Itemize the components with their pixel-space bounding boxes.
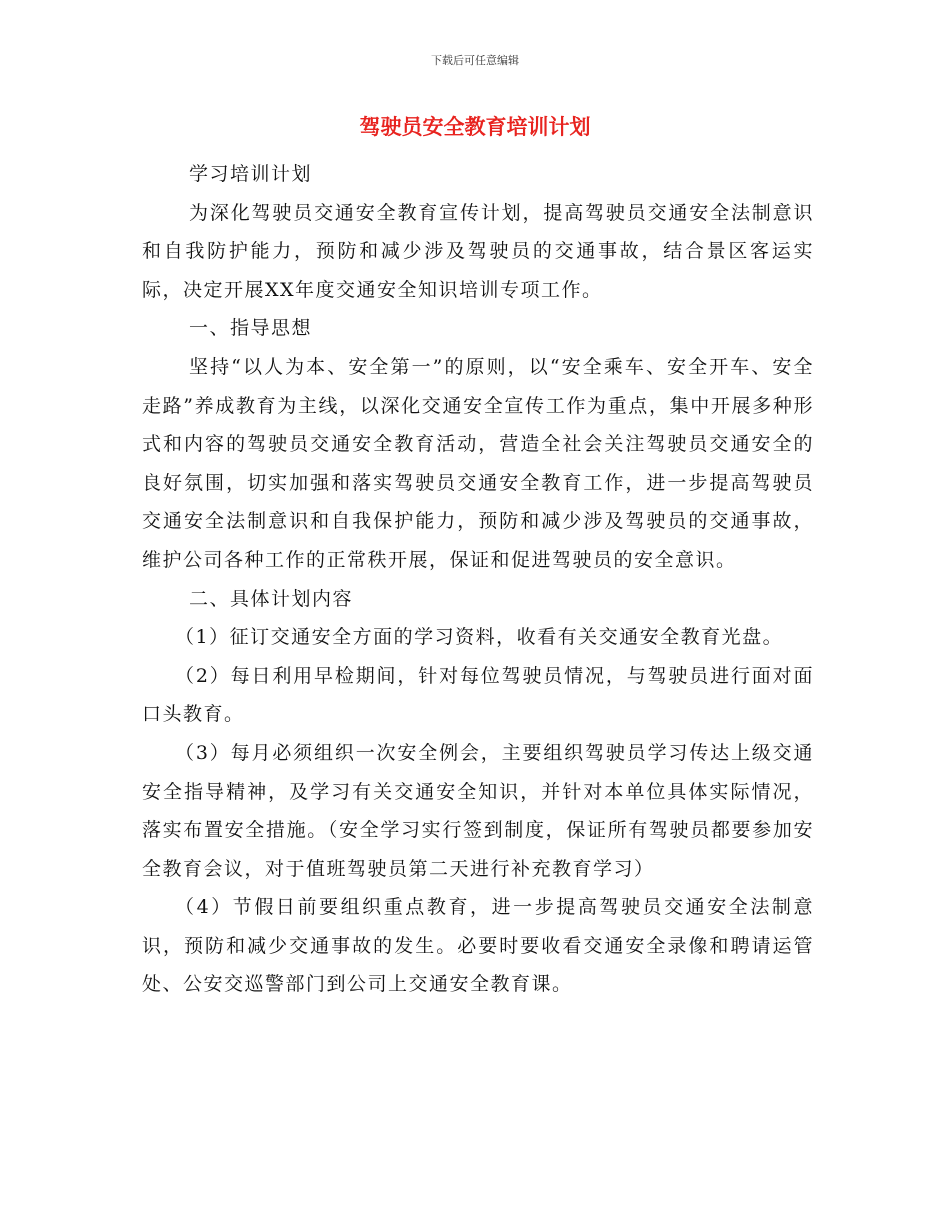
paragraph-guiding-ideology: 坚持“以人为本、安全第一”的原则，以“安全乘车、安全开车、安全走路”养成教育为主线，以深化交通安全宣传工作为重点，集中开展多种形式和内容的驾驶员交通安全教育活动，营造全社会关注驾驶员交通安全的良好氛围，切实加强和落实驾驶员交通安全教育工作，进一步提高驾驶员交通安全法制意识和自我保护能力，预防和减少涉及驾驶员的交通事故，维护公司各种工作的正常秩开展，保证和促进驾驶员的安全意识。 (142, 355, 814, 571)
plan-item-1: （1）征订交通安全方面的学习资料，收看有关交通安全教育光盘。 (175, 626, 784, 649)
plan-item-2: （2）每日利用早检期间，针对每位驾驶员情况，与驾驶员进行面对面口头教育。 (142, 664, 814, 726)
paragraph-subtitle: 学习培训计划 (189, 163, 313, 185)
paragraph-intro: 为深化驾驶员交通安全教育宣传计划，提高驾驶员交通安全法制意识和自我防护能力，预防和减少涉及驾驶员的交通事故，结合景区客运实际，决定开展XX年度交通安全知识培训专项工作。 (142, 201, 814, 301)
plan-item-3: （3）每月必须组织一次安全例会，主要组织驾驶员学习传达上级交通安全指导精神，及学习有关交通安全知识，并针对本单位具体实际情况，落实布置安全措施。（安全学习实行签到制度，保证所有驾驶员都要参加安全教育会议，对于值班驾驶员第二天进行补充教育学习） (142, 741, 814, 880)
document-title: 驾驶员安全教育培训计划 (359, 115, 591, 139)
section-heading-guiding-ideology: 一、指导思想 (189, 317, 313, 340)
document-body (142, 155, 814, 1004)
plan-item-4: （4）节假日前要组织重点教育，进一步提高驾驶员交通安全法制意识，预防和减少交通事故的发生。必要时要收看交通安全录像和聘请运管处、公安交巡警部门到公司上交通安全教育课。 (142, 896, 814, 996)
page-header-note: 下载后可任意编辑 (431, 54, 519, 67)
section-heading-plan-content: 二、具体计划内容 (189, 587, 354, 610)
